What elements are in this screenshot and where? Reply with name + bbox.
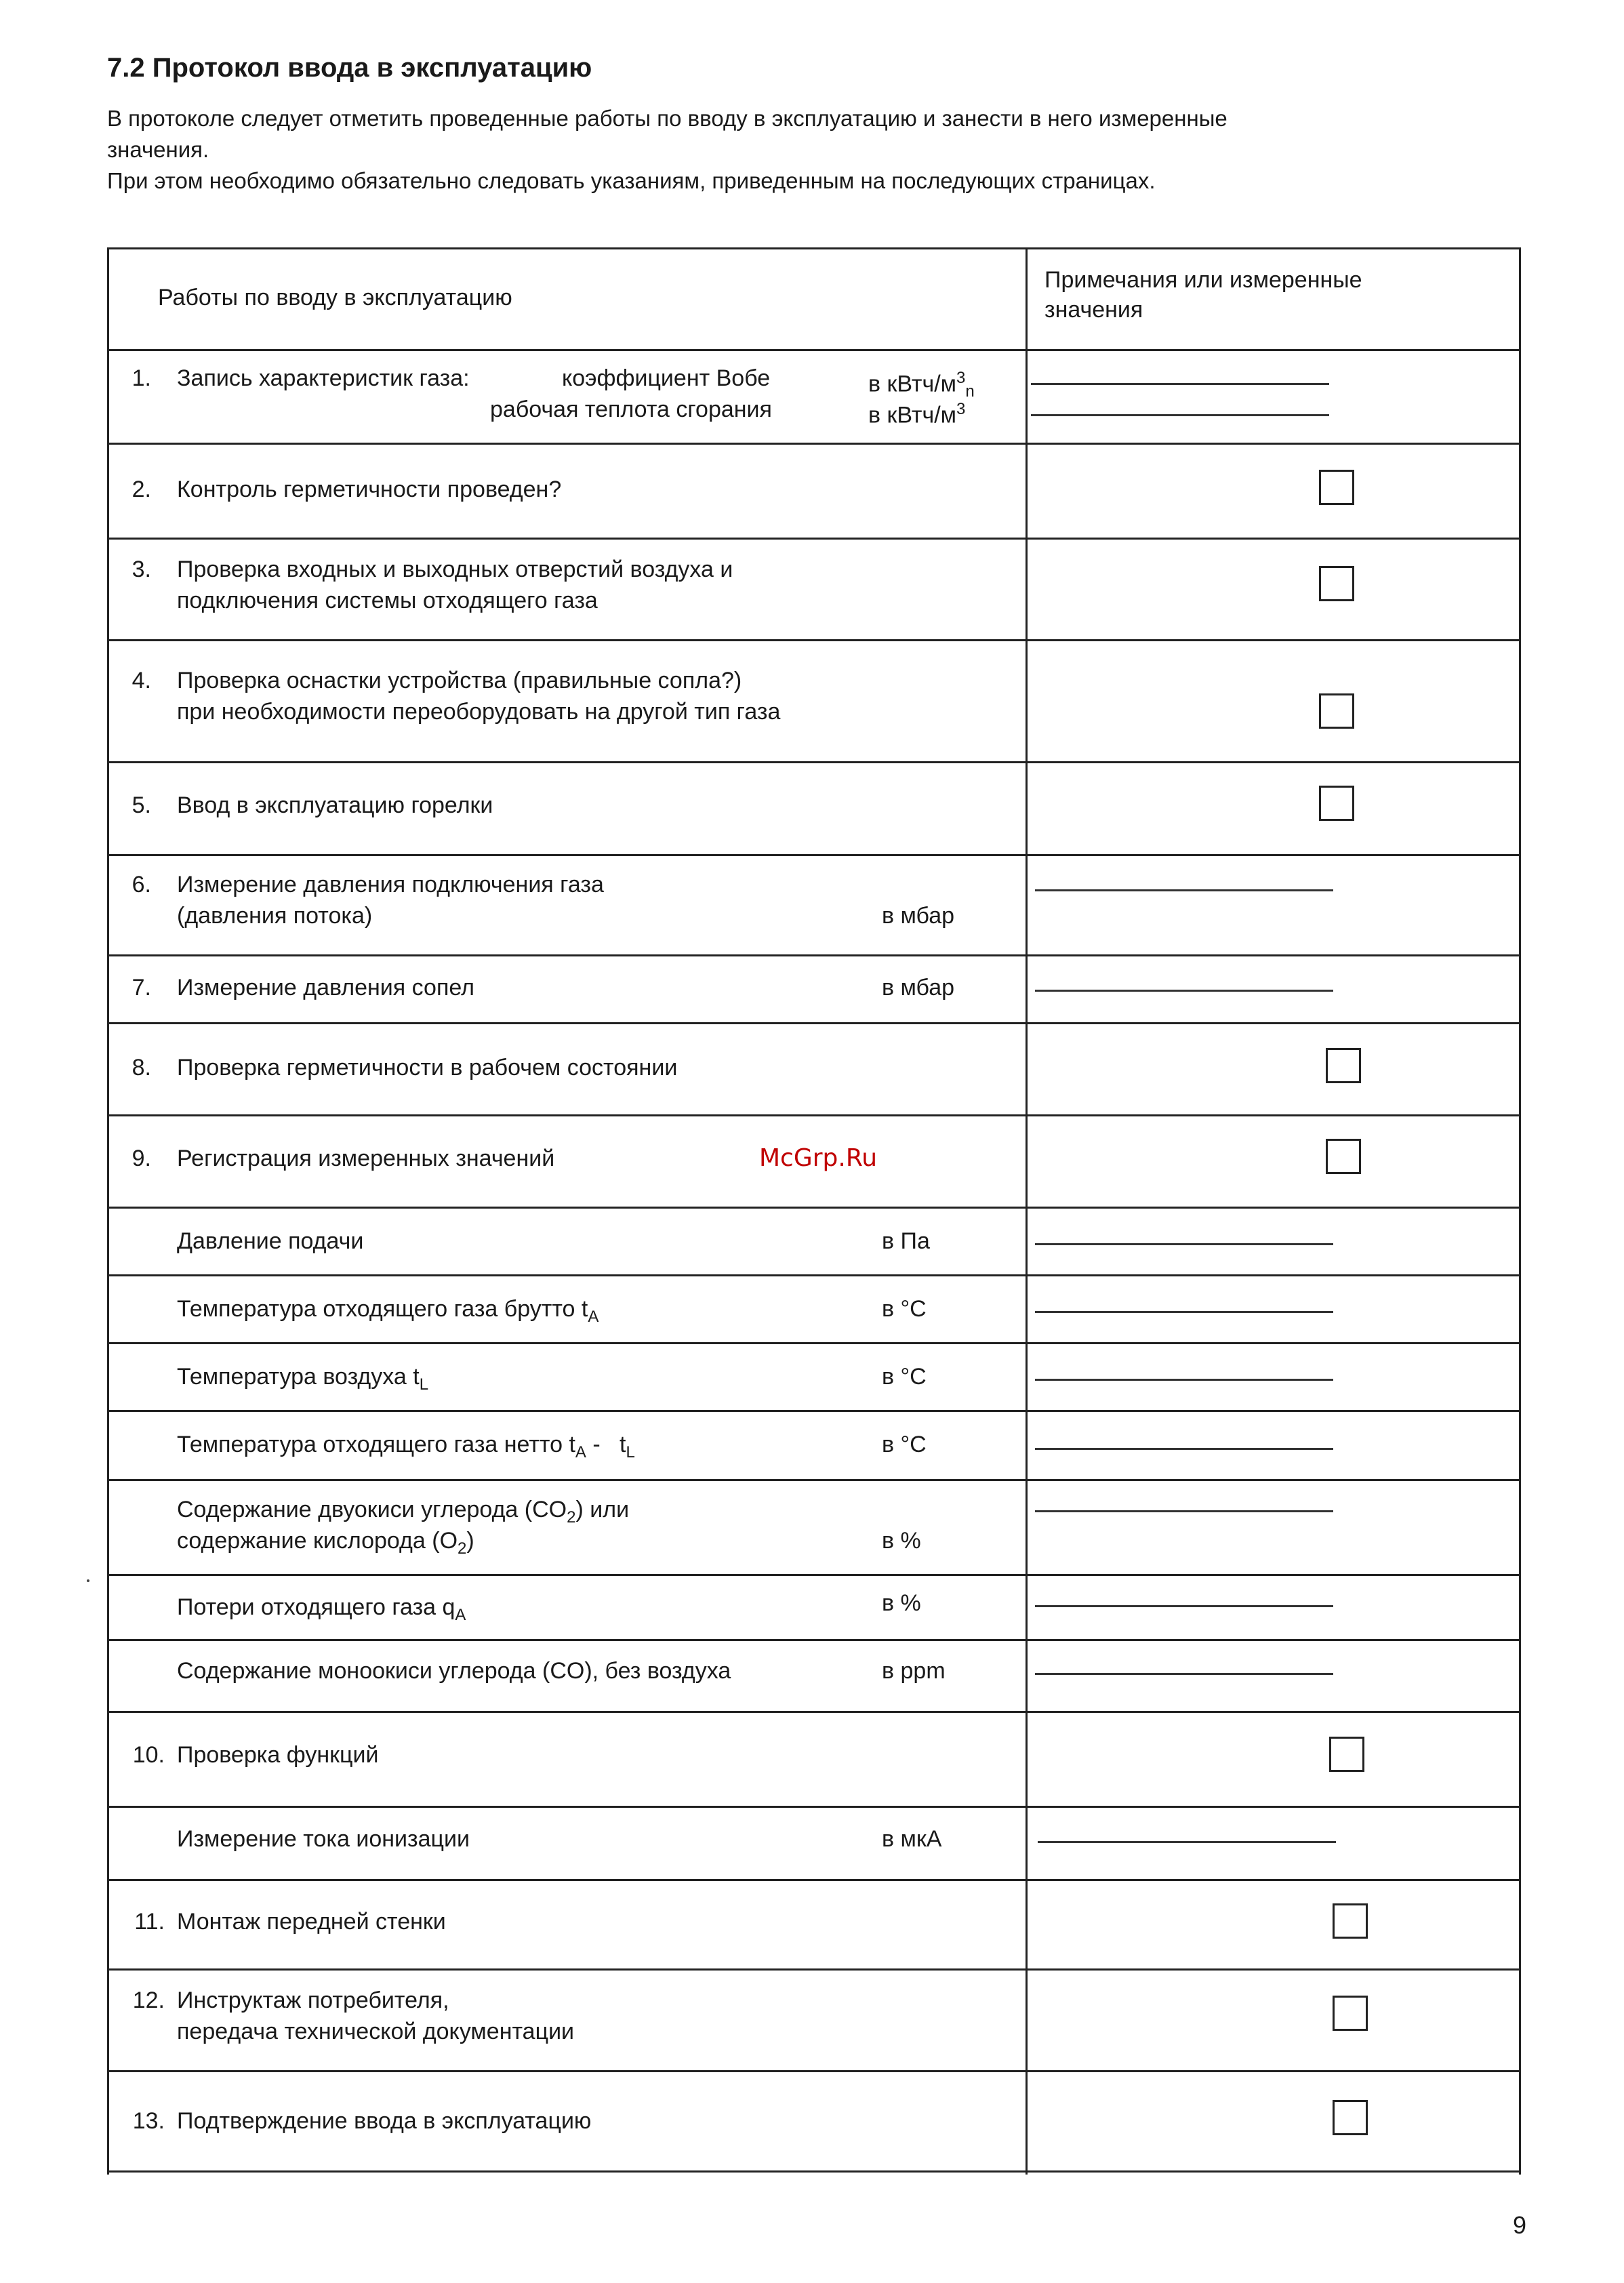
row-text-cont: подключения системы отходящего газа [177, 588, 598, 613]
table-row [109, 854, 1519, 956]
column-header-notes-cont: значения [1044, 297, 1143, 323]
unit-label: в % [882, 1528, 921, 1554]
table-row [109, 761, 1519, 856]
value-field[interactable] [1035, 1673, 1333, 1675]
table-row [109, 1479, 1519, 1576]
row-number: 3. [131, 557, 151, 582]
table-row [109, 1806, 1519, 1881]
row-text: Температура отходящего газа нетто $t_A - t_L$ [177, 1432, 635, 1461]
unit-label: в ppm [882, 1658, 946, 1684]
row-number: 12. [132, 1987, 165, 2013]
table-row [109, 1410, 1519, 1481]
unit-label: в °C [882, 1364, 927, 1390]
row-text-cont: при необходимости переоборудовать на другой тип газа [177, 699, 781, 725]
value-field[interactable] [1035, 990, 1333, 992]
intro-line: При этом необходимо обязательно следовать указаниям, приведенным на последующих страницах. [107, 168, 1156, 193]
row-text: Содержание двуокиси углерода $(CO_2)$ или [177, 1497, 630, 1527]
value-field[interactable] [1035, 1243, 1333, 1245]
row-text: Контроль герметичности проведен? [177, 477, 562, 502]
table-row [109, 2070, 1519, 2173]
checkbox[interactable] [1319, 566, 1354, 601]
intro-paragraph [107, 103, 1463, 197]
section-heading: 7.2 Протокол ввода в эксплуатацию [107, 53, 592, 83]
table-row [109, 1574, 1519, 1641]
value-field[interactable] [1035, 1448, 1333, 1450]
row-text: Давление подачи [177, 1228, 364, 1254]
intro-line: значения. [107, 137, 209, 162]
row-text: Проверка герметичности в рабочем состоянии [177, 1055, 678, 1080]
value-field[interactable] [1031, 414, 1329, 416]
checkbox[interactable] [1319, 786, 1354, 821]
row-text-wobbe: коэффициент Вобе [562, 365, 771, 391]
value-field[interactable] [1035, 1510, 1333, 1512]
checkbox[interactable] [1333, 2100, 1368, 2135]
checkbox[interactable] [1333, 1903, 1368, 1939]
row-text: Ввод в эксплуатацию горелки [177, 792, 493, 818]
table-row [109, 443, 1519, 540]
value-field[interactable] [1035, 1311, 1333, 1313]
checkbox[interactable] [1319, 470, 1354, 505]
row-text-calorific: рабочая теплота сгорания [490, 397, 772, 422]
value-field[interactable] [1038, 1841, 1336, 1843]
row-text: Измерение давления подключения газа [177, 872, 604, 897]
commissioning-table [107, 247, 1521, 2175]
row-text: Запись характеристик газа: [177, 365, 470, 391]
row-text: Температура отходящего газа брутто $t_A$ [177, 1296, 599, 1326]
intro-line: В протоколе следует отметить проведенные работы по вводу в эксплуатацию и занести в него измеренные [107, 106, 1227, 131]
row-text: Подтверждение ввода в эксплуатацию [177, 2108, 592, 2134]
watermark: McGrp.Ru [759, 1144, 878, 1172]
row-number: 11. [134, 1909, 165, 1935]
unit-label: в кВтч/$м^3$ [868, 400, 966, 428]
page-number: 9 [1513, 2211, 1527, 2239]
row-number: 4. [131, 668, 151, 693]
column-header-works: Работы по вводу в эксплуатацию [158, 285, 512, 310]
column-header-notes: Примечания или измеренные [1044, 267, 1362, 293]
row-text: Содержание моноокиси углерода (CO), без воздуха [177, 1658, 731, 1684]
table-header-row [109, 249, 1519, 351]
table-row [109, 954, 1519, 1024]
table-row [109, 538, 1519, 641]
unit-label: в % [882, 1590, 921, 1616]
table-row [109, 1342, 1519, 1412]
row-text: Регистрация измеренных значений [177, 1146, 555, 1171]
row-number: 2. [131, 477, 151, 502]
value-field[interactable] [1031, 383, 1329, 385]
table-row [109, 1207, 1519, 1276]
table-row [109, 1274, 1519, 1344]
row-text: Потери отходящего газа $q_A$ [177, 1594, 466, 1624]
table-row [109, 1879, 1519, 1971]
table-row [109, 1968, 1519, 2072]
row-number: 7. [131, 975, 151, 1001]
unit-label: в Па [882, 1228, 930, 1254]
row-number: 10. [132, 1742, 165, 1768]
row-number: 5. [131, 792, 151, 818]
row-text: Температура воздуха $t_L$ [177, 1364, 429, 1394]
unit-label: в °C [882, 1432, 927, 1457]
unit-label: в °C [882, 1296, 927, 1322]
row-number: 8. [131, 1055, 151, 1080]
value-field[interactable] [1035, 1605, 1333, 1607]
checkbox[interactable] [1326, 1048, 1361, 1083]
row-text: Проверка оснастки устройства (правильные сопла?) [177, 668, 742, 693]
checkbox[interactable] [1319, 693, 1354, 729]
row-number: 13. [132, 2108, 165, 2134]
row-number: 9. [131, 1146, 151, 1171]
row-text: Монтаж передней стенки [177, 1909, 446, 1935]
row-text-cont: (давления потока) [177, 903, 373, 929]
unit-label: в мбар [882, 975, 955, 1001]
row-text-cont: передача технической документации [177, 2019, 575, 2044]
table-row [109, 639, 1519, 763]
checkbox[interactable] [1333, 1996, 1368, 2031]
row-number: 1. [131, 365, 151, 391]
scan-speck [87, 1579, 89, 1582]
value-field[interactable] [1035, 889, 1333, 891]
checkbox[interactable] [1329, 1737, 1364, 1772]
table-row [109, 1639, 1519, 1713]
row-text: Измерение тока ионизации [177, 1826, 470, 1852]
row-number: 6. [131, 872, 151, 897]
unit-label: в мбар [882, 903, 955, 929]
row-text: Инструктаж потребителя, [177, 1987, 449, 2013]
value-field[interactable] [1035, 1379, 1333, 1381]
table-row [109, 1711, 1519, 1808]
row-text-cont: содержание кислорода $(O_2)$ [177, 1528, 474, 1558]
row-text: Измерение давления сопел [177, 975, 474, 1001]
table-row [109, 1022, 1519, 1116]
unit-label: в кВтч/$м^3_n$ [868, 369, 975, 401]
row-text: Проверка входных и выходных отверстий воздуха и [177, 557, 733, 582]
row-text: Проверка функций [177, 1742, 379, 1768]
table-row [109, 349, 1519, 445]
unit-label: в мкА [882, 1826, 942, 1852]
checkbox[interactable] [1326, 1139, 1361, 1174]
